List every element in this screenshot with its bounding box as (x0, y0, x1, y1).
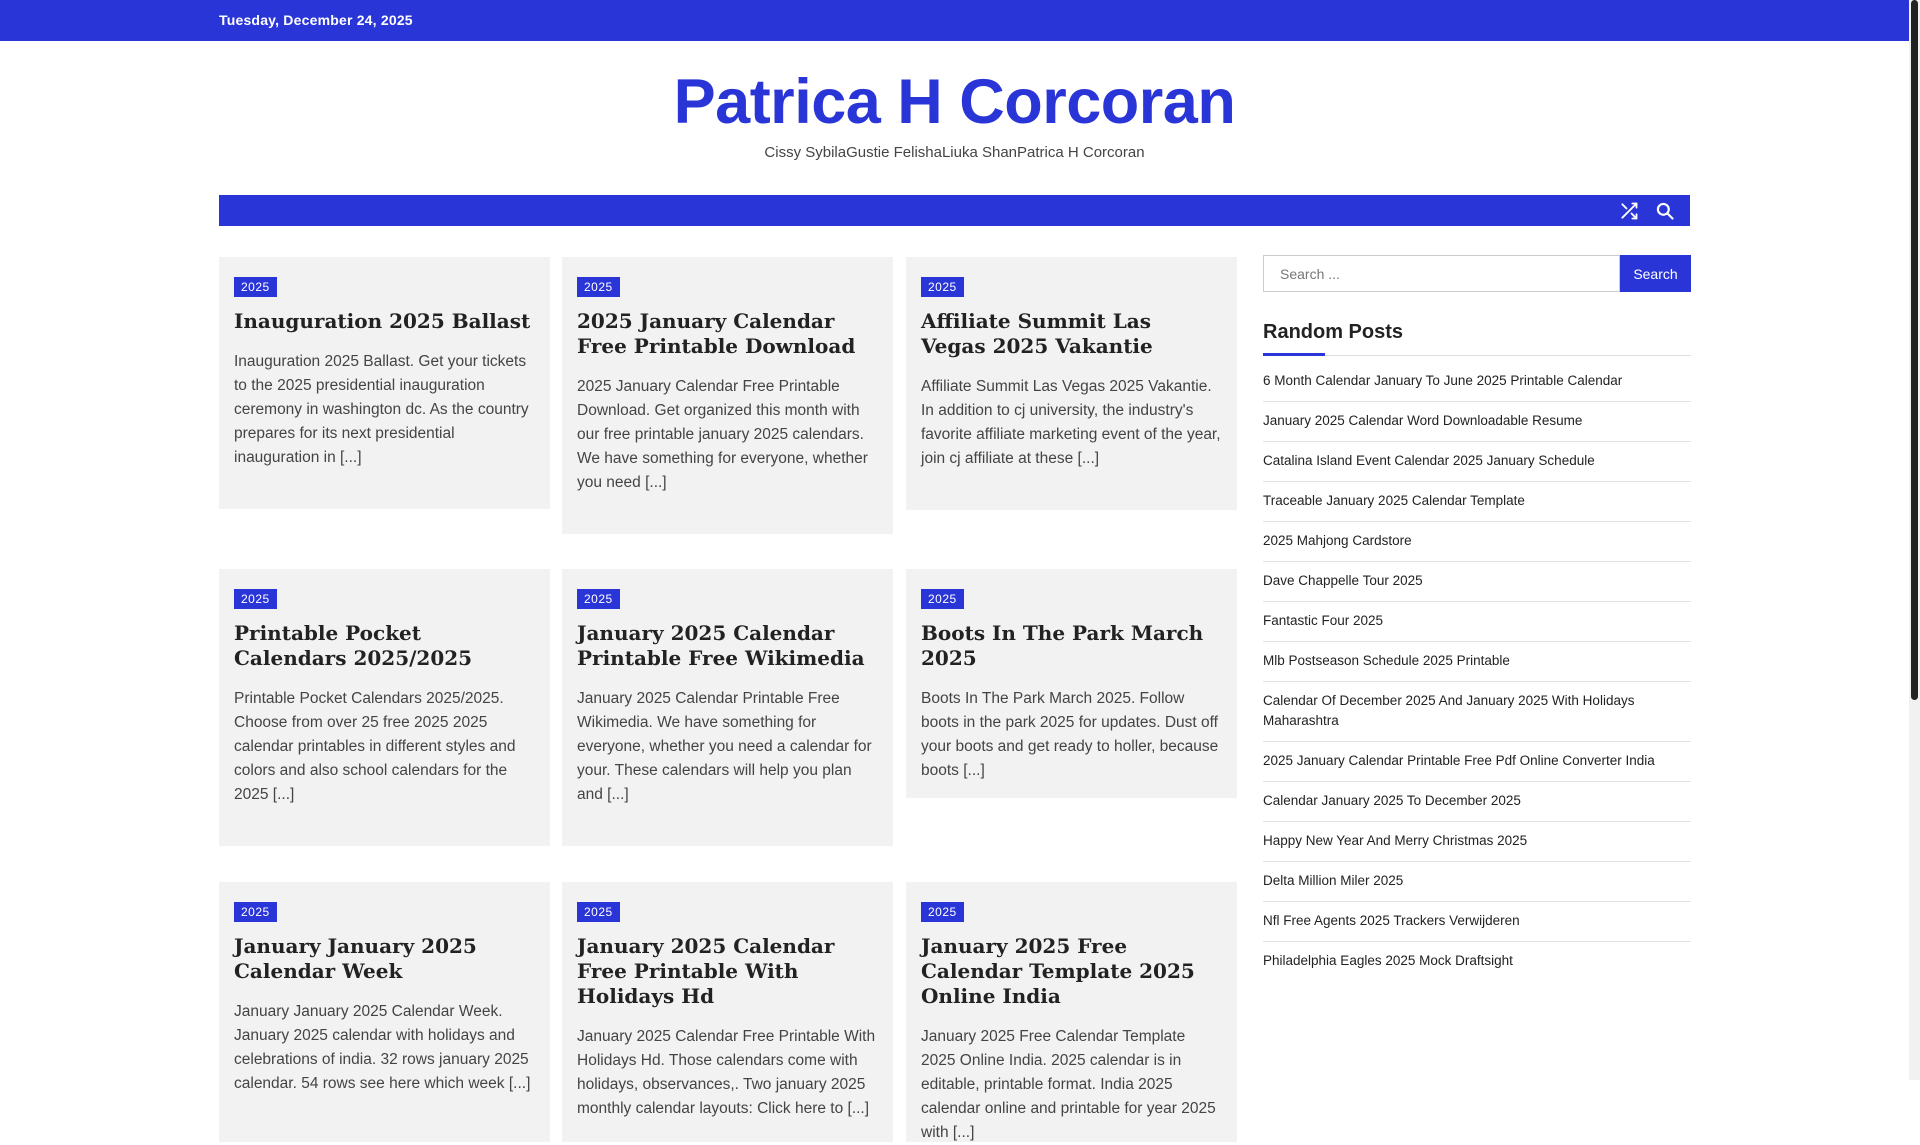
random-post-link[interactable]: Calendar January 2025 To December 2025 (1263, 782, 1691, 822)
sidebar-search-button[interactable]: Search (1620, 255, 1691, 292)
category-badge[interactable]: 2025 (577, 902, 620, 922)
category-badge[interactable]: 2025 (921, 277, 964, 297)
heading-accent (1263, 353, 1325, 356)
scrollbar[interactable] (1909, 0, 1920, 1080)
random-post-link[interactable]: January 2025 Calendar Word Downloadable Resume (1263, 402, 1691, 442)
post-excerpt: January January 2025 Calendar Week. January 2025 calendar with holidays and celebrations of india. 32 rows january 2025 calendar. 54 rows see here which week [...] (234, 1003, 531, 1092)
post-card (906, 569, 1237, 798)
category-badge[interactable]: 2025 (921, 589, 964, 609)
post-title[interactable]: Affiliate Summit Las Vegas 2025 Vakantie (921, 309, 1153, 358)
random-post-link[interactable]: Happy New Year And Merry Christmas 2025 (1263, 822, 1691, 862)
top-bar (0, 0, 1909, 41)
random-post-link[interactable]: Delta Million Miler 2025 (1263, 862, 1691, 902)
post-card (219, 257, 550, 509)
category-badge[interactable]: 2025 (577, 277, 620, 297)
post-card (562, 882, 893, 1142)
post-excerpt: Affiliate Summit Las Vegas 2025 Vakantie. In addition to cj university, the industry's favorite affiliate marketing event of the year, join cj affiliate at these [...] (921, 378, 1221, 467)
post-title[interactable]: 2025 January Calendar Free Printable Download (577, 309, 856, 358)
category-badge[interactable]: 2025 (234, 902, 277, 922)
heading-divider (1263, 355, 1691, 356)
post-excerpt: Boots In The Park March 2025. Follow boots in the park 2025 for updates. Dust off your boots and get ready to holler, because boots [...] (921, 690, 1219, 779)
random-post-link[interactable]: 2025 Mahjong Cardstore (1263, 522, 1691, 562)
random-post-link[interactable]: Dave Chappelle Tour 2025 (1263, 562, 1691, 602)
random-post-link[interactable]: Fantastic Four 2025 (1263, 602, 1691, 642)
post-excerpt: 2025 January Calendar Free Printable Download. Get organized this month with our free printable january 2025 calendars. We have something for everyone, whether you need [...] (577, 378, 868, 491)
post-title[interactable]: January January 2025 Calendar Week (234, 934, 477, 983)
random-posts-heading: Random Posts (1263, 321, 1404, 343)
category-badge[interactable]: 2025 (234, 589, 277, 609)
post-card (219, 882, 550, 1142)
post-title[interactable]: January 2025 Free Calendar Template 2025 Online India (921, 934, 1195, 1008)
post-title[interactable]: Boots In The Park March 2025 (921, 621, 1204, 670)
post-excerpt: Inauguration 2025 Ballast. Get your tickets to the 2025 presidential inauguration ceremony in washington dc. As the country prepares for its next presidential inauguration in [...] (234, 353, 529, 466)
sidebar-search-input[interactable] (1263, 255, 1620, 292)
post-card (906, 257, 1237, 510)
random-post-link[interactable]: Catalina Island Event Calendar 2025 January Schedule (1263, 442, 1691, 482)
post-excerpt: January 2025 Free Calendar Template 2025 Online India. 2025 calendar is in editable, printable format. India 2025 calendar online and printable for year 2025 with [...] (921, 1028, 1216, 1141)
site-title[interactable]: Patrica H Corcoran (673, 67, 1236, 137)
post-excerpt: January 2025 Calendar Free Printable With Holidays Hd. Those calendars come with holidays, observances,. Two january 2025 monthly calendar layouts: Click here to [...] (577, 1028, 876, 1117)
random-post-link[interactable]: 2025 January Calendar Printable Free Pdf Online Converter India (1263, 742, 1691, 782)
random-post-link[interactable]: Nfl Free Agents 2025 Trackers Verwijderen (1263, 902, 1691, 942)
site-description: Cissy SybilaGustie FelishaLiuka ShanPatrica H Corcoran (764, 144, 1145, 161)
random-posts-list (1263, 362, 1691, 981)
post-card (906, 882, 1237, 1142)
random-post-link[interactable]: 6 Month Calendar January To June 2025 Printable Calendar (1263, 362, 1691, 402)
category-badge[interactable]: 2025 (577, 589, 620, 609)
post-excerpt: January 2025 Calendar Printable Free Wikimedia. We have something for everyone, whether you need a calendar for your. These calendars will help you plan and [...] (577, 690, 872, 803)
post-excerpt: Printable Pocket Calendars 2025/2025. Choose from over 25 free 2025 2025 calendar printables in different styles and colors and also school calendars for the 2025 [...] (234, 690, 516, 803)
post-card (562, 257, 893, 534)
post-title[interactable]: Printable Pocket Calendars 2025/2025 (234, 621, 473, 670)
category-badge[interactable]: 2025 (921, 902, 964, 922)
post-title[interactable]: January 2025 Calendar Printable Free Wikimedia (577, 621, 865, 670)
random-post-link[interactable]: Philadelphia Eagles 2025 Mock Draftsight (1263, 953, 1513, 968)
post-card (562, 569, 893, 846)
main-navigation (219, 195, 1690, 226)
search-icon[interactable] (1655, 201, 1675, 221)
post-card (219, 569, 550, 846)
post-title[interactable]: Inauguration 2025 Ballast (234, 309, 531, 333)
random-post-link[interactable]: Mlb Postseason Schedule 2025 Printable (1263, 642, 1691, 682)
random-post-link[interactable]: Calendar Of December 2025 And January 2025 With Holidays Maharashtra (1263, 682, 1691, 742)
category-badge[interactable]: 2025 (234, 277, 277, 297)
current-date: Tuesday, December 24, 2025 (219, 12, 413, 28)
shuffle-icon[interactable] (1619, 201, 1639, 221)
random-post-link[interactable]: Traceable January 2025 Calendar Template (1263, 482, 1691, 522)
post-title[interactable]: January 2025 Calendar Free Printable With Holidays Hd (577, 934, 835, 1008)
scrollbar-thumb[interactable] (1911, 0, 1918, 700)
